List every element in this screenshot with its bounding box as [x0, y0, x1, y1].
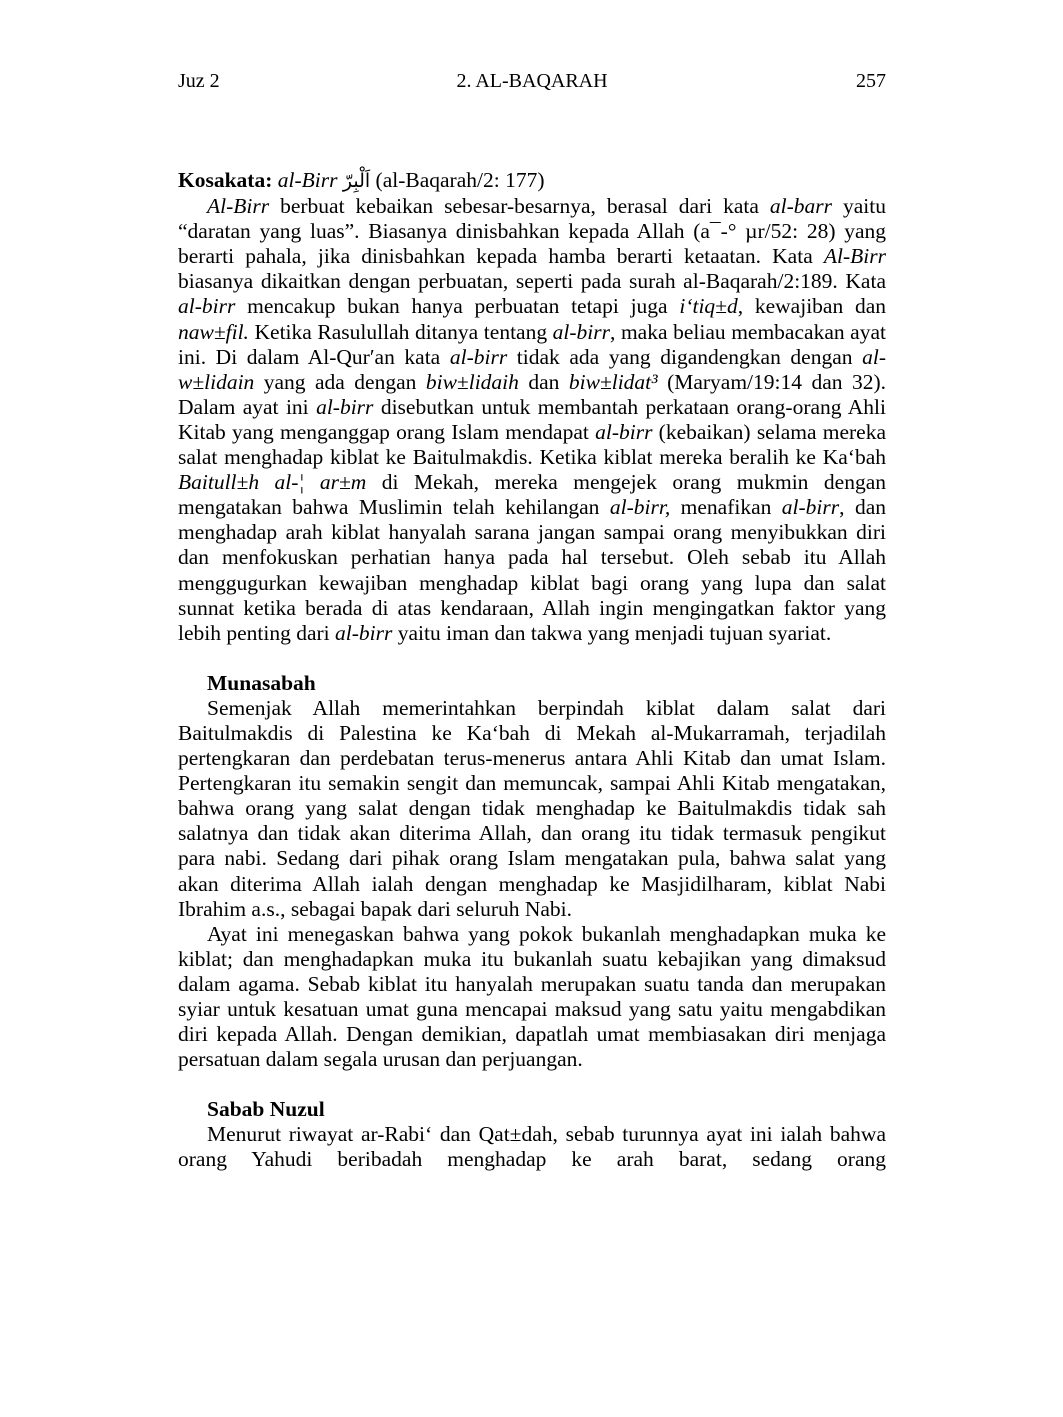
text-run: yaitu iman dan takwa yang menjadi tujuan syariat. — [392, 620, 832, 645]
kosakata-reference: (al-Baqarah/2: 177) — [375, 168, 545, 192]
section-gap — [178, 1072, 886, 1097]
term-italic: naw±fil. — [178, 319, 249, 344]
term-italic: al-w±lidain — [178, 344, 886, 394]
text-run: disebutkan untuk membantah perkataan orang-orang Ahli Kitab yang menganggap orang Islam mendapat — [178, 394, 886, 444]
term-italic: al-birr — [316, 394, 374, 419]
kosakata-heading-line — [178, 168, 886, 194]
term-italic: biw±lidaih — [425, 369, 519, 394]
kosakata-arabic-term: اَلْبِرّ — [342, 170, 371, 192]
munasabah-paragraph-2: Ayat ini menegaskan bahwa yang pokok bukanlah menghadapkan muka ke kiblat; dan menghadapkan muka itu bukanlah suatu kebajikan yang dimaksud dalam agama. Sebab kiblat itu hanyalah merupakan suatu tanda dan merupakan syiar untuk kesatuan umat guna mencapai maksud yang satu yaitu mengabdikan diri kepada Allah. Dengan demikian, dapatlah umat membiasakan diri menjaga persatuan dalam segala urusan dan perjuangan. — [178, 921, 886, 1072]
sabab-nuzul-paragraph-1: Menurut riwayat ar-Rabi‘ dan Qat±dah, sebab turunnya ayat ini ialah bahwa orang Yahudi beribadah menghadap ke arah barat, sedang orang — [178, 1122, 886, 1172]
term-italic: al-birr — [552, 319, 610, 344]
term-italic: al-birr — [781, 495, 840, 520]
term-italic: Baitull±h al-¦ ar±m — [178, 470, 367, 495]
text-run: (Maryam/19:14 dan 32). Dalam ayat ini — [178, 369, 886, 419]
kosakata-term: al-Birr — [277, 168, 338, 192]
munasabah-heading: Munasabah — [207, 670, 316, 695]
term-italic: Al-Birr — [823, 244, 886, 269]
text-run: (kebaikan) selama mereka salat menghadap kiblat ke Baitulmakdis. Ketika kiblat mereka beralih ke Ka‘bah — [178, 419, 886, 470]
term-italic: al-birr — [595, 419, 653, 444]
kosakata-paragraph — [178, 194, 886, 646]
term-italic: i‘tiq±d — [679, 294, 738, 319]
text-run: yang ada dengan — [254, 369, 426, 394]
sabab-nuzul-heading: Sabab Nuzul — [207, 1097, 325, 1122]
text-run: Ketika Rasulullah ditanya tentang — [248, 319, 553, 344]
term-italic: Al-Birr — [207, 194, 270, 219]
munasabah-paragraph-1: Semenjak Allah memerintahkan berpindah kiblat dalam salat dari Baitulmakdis di Palestina ke Ka‘bah di Mekah al-Mukarramah, terjadilah pertengkaran dan perdebatan terus-menerus antara Ahli Kitab dan umat Islam. Pertengkaran itu semakin sengit dan memuncak, sampai Ahli Kitab mengatakan, bahwa orang yang salat dengan tidak menghadap ke Baitulmakdis tidak sah salatnya dan tidak akan diterima Allah, dan orang itu tidak termasuk pengikut para nabi. Sedang dari pihak orang Islam mengatakan pula, bahwa salat yang akan diterima Allah ialah dengan menghadap ke Masjidilharam, kiblat Nabi Ibrahim a.s., sebagai bapak dari seluruh Nabi. — [178, 695, 886, 921]
term-italic: al-birr — [449, 344, 508, 369]
text-run: biasanya dikaitkan dengan perbuatan, seperti pada surah al-Baqarah/2:189. Kata — [178, 269, 886, 294]
term-italic: al-barr — [769, 194, 833, 219]
running-header — [178, 70, 886, 100]
text-run: , maka beliau membacakan ayat ini. Di dalam Al-Qur′an kata — [178, 319, 886, 369]
term-italic: al-birr, — [609, 495, 671, 520]
juz-label: Juz 2 — [178, 70, 220, 92]
term-italic: al-birr — [178, 294, 236, 319]
page-body — [178, 168, 886, 1173]
text-run: , dan menghadap arah kiblat hanyalah sarana jangan sampai orang menyibukkan diri dan menfokuskan perhatian hanya pada hal tersebut. Oleh sebab itu Allah menggugurkan kewajiban menghadap kiblat bagi orang yang lupa dan salat sunnat ketika berada di atas kendaraan, Allah ingin mengingatkan faktor yang lebih penting dari — [178, 495, 886, 645]
text-run: di Mekah, mereka mengejek orang mukmin dengan mengatakan bahwa Muslimin telah kehilangan — [178, 470, 886, 520]
page-number: 257 — [856, 70, 886, 92]
surah-title: 2. AL-BAQARAH — [456, 70, 608, 92]
text-run: dan — [518, 369, 569, 394]
text-run: berbuat kebaikan sebesar-besarnya, berasal dari kata — [269, 194, 770, 219]
text-run: menafikan — [670, 495, 782, 520]
term-italic: al-birr — [335, 620, 393, 645]
kosakata-label: Kosakata: — [178, 168, 273, 192]
text-run: , kewajiban dan — [737, 294, 886, 319]
text-run: mencakup bukan hanya perbuatan tetapi juga — [235, 294, 680, 319]
section-gap — [178, 646, 886, 671]
term-italic: biw±lidat³ — [568, 369, 658, 394]
text-run: yaitu “daratan yang luas”. Biasanya dinisbahkan kepada Allah (a¯-° µr/52: 28) yang berarti pahala, jika dinisbahkan kepada hamba berarti ketaatan. Kata — [178, 194, 886, 269]
text-run: tidak ada yang digandengkan dengan — [507, 344, 863, 369]
